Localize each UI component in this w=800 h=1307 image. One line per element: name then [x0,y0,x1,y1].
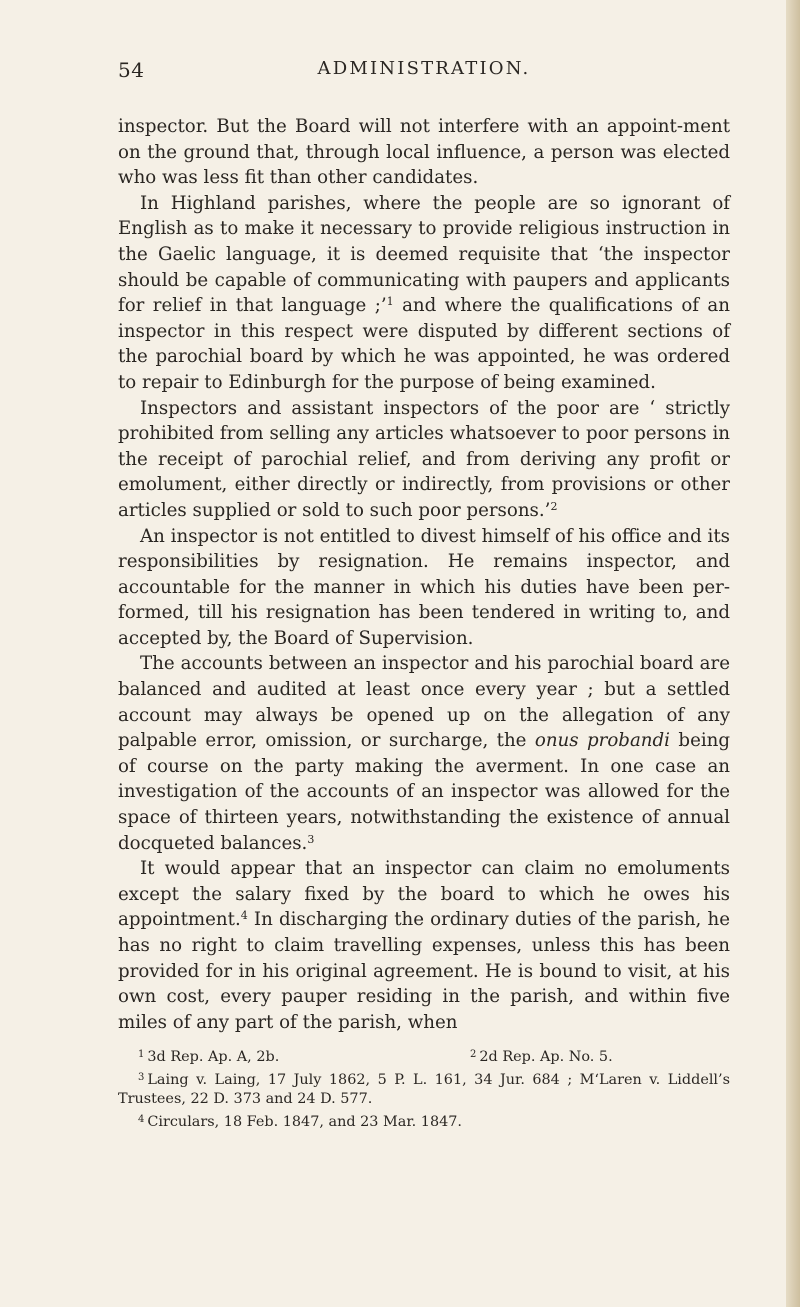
paragraph-4: An inspector is not entitled to divest himself of his office and its responsibilities by resignation. He remains inspector, and accountable for the manner in which his duties have been per-formed, till his resignation has been tendered in writing to, and accepted by, the Board of Supervision. [118,525,730,649]
footnote-ref-4: 4 [240,909,248,923]
paragraph-1: inspector. But the Board will not interfere with an appoint-ment on the ground that, through local influence, a person was elected who was less fit than other candidates. [118,116,730,189]
paragraph-6: It would appear that an inspector can claim no emoluments except the salary fixed by the board to which he owes his appointment.$^4$ In discharging the ordinary duties of the parish, he has no right to claim travelling expenses, unless this has been provided for in his original agreement. He is bound to visit, at his own cost, every pauper residing in the parish, and within five miles of any part of the parish, when [118,858,730,1033]
running-head: ADMINISTRATION. [317,58,531,79]
page-edge [786,0,800,1307]
page-header [118,58,730,88]
footnote-1: $^1$ 3d Rep. Ap. A, 2b. [138,1049,280,1065]
page-number: 54 [118,58,145,82]
paragraph-3: Inspectors and assistant inspectors of the poor are ‘ strictly prohibited from selling any articles whatsoever to poor persons in the receipt of parochial relief, and from deriving any profit or emolument, either directly or indirectly, from provisions or other articles supplied or sold to such poor persons.’$^2$ [118,397,730,521]
body-text [118,114,730,1035]
paragraph-5: The accounts between an inspector and his parochial board are balanced and audited at least once every year ; but a settled account may always be opened up on the allegation of any palpable error, omission, or surcharge, the onus probandi being of course on the party making the averment. In one case an investigation of the accounts of an inspector was allowed for the space of thirteen years, notwithstanding the existence of annual docqueted balances.$^3$ [118,653,731,854]
footnote-4: $^4$ Circulars, 18 Feb. 1847, and 23 Mar. 1847. [138,1113,463,1130]
footnote-3: $^3$ Laing v. Laing, 17 July 1862, 5 P. L. 161, 34 Jur. 684 ; M‘Laren v. Liddell’s Trustees, 22 D. 373 and 24 D. 577. [118,1071,730,1107]
footnote-ref-2: 2 [550,499,558,513]
footnotes [118,1045,730,1132]
footnote-2: $^2$ 2d Rep. Ap. No. 5. [470,1049,613,1065]
footnote-ref-3: 3 [307,832,315,846]
footnote-ref-1: 1 [386,295,394,309]
paragraph-2: In Highland parishes, where the people are so ignorant of English as to make it necessary to provide religious instruction in the Gaelic language, it is deemed requisite that ‘the inspector should be capable of communicating with paupers and applicants for relief in that language ;’$^1$ and where the qualifications of an inspector in this respect were disputed by different sections of the parochial board by which he was appointed, he was ordered to repair to Edinburgh for the purpose of being examined. [118,192,730,393]
latin-phrase: onus probandi [534,730,670,752]
